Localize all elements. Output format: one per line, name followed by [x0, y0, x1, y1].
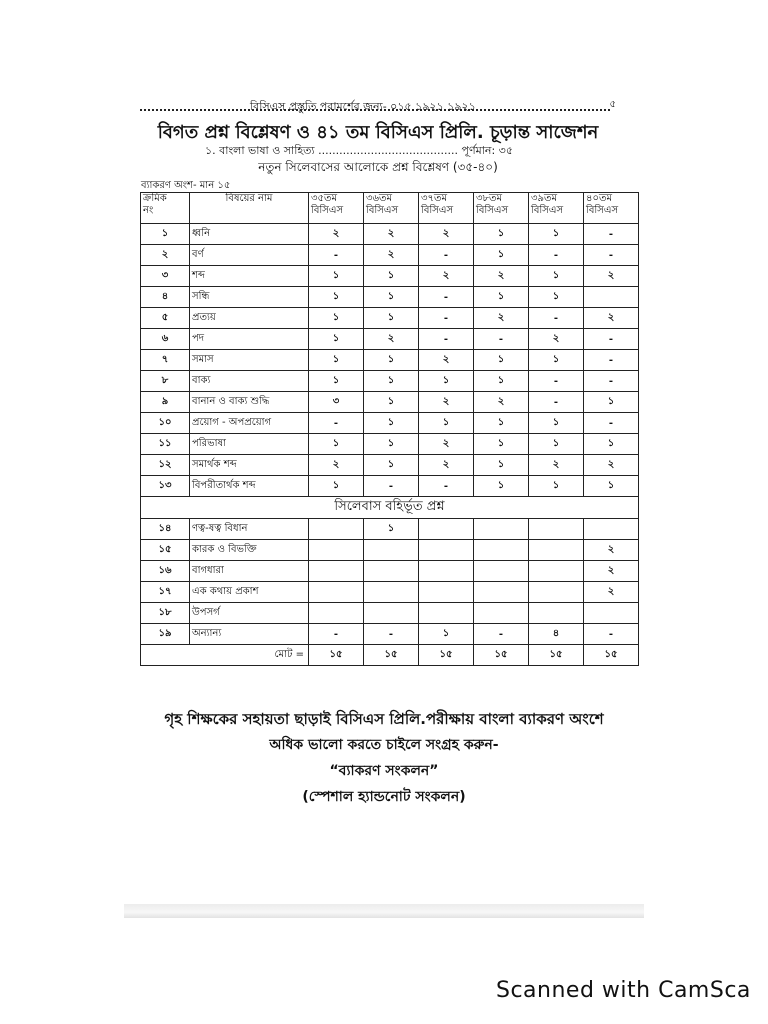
- table-row: [141, 371, 639, 392]
- header-exam-label: ৩৯তম: [531, 193, 558, 204]
- section-label: ব্যাকরণ অংশ- মান ১৫: [141, 180, 231, 191]
- count-cell: ১: [364, 308, 419, 329]
- serial-cell: ৬: [141, 329, 190, 350]
- serial-cell: ১১: [141, 434, 190, 455]
- count-cell: ১: [474, 224, 529, 245]
- count-cell: [419, 561, 474, 582]
- count-cell: -: [364, 476, 419, 497]
- count-cell: [474, 540, 529, 561]
- count-cell: ১: [474, 350, 529, 371]
- serial-cell: ১৪: [141, 519, 190, 540]
- count-cell: ১: [474, 287, 529, 308]
- count-cell: -: [529, 308, 584, 329]
- serial-cell: ১৫: [141, 540, 190, 561]
- topic-cell: এক কথায় প্রকাশ: [190, 582, 309, 603]
- table-row: [141, 582, 639, 603]
- table-row: [141, 455, 639, 476]
- header-exam-label: ৪০তম: [586, 193, 613, 204]
- serial-cell: ১০: [141, 413, 190, 434]
- serial-cell: ৮: [141, 371, 190, 392]
- count-cell: [584, 603, 639, 624]
- count-cell: [529, 582, 584, 603]
- count-cell: [584, 287, 639, 308]
- count-cell: ২: [364, 329, 419, 350]
- count-cell: ১: [474, 476, 529, 497]
- count-cell: [474, 561, 529, 582]
- topic-cell: ধ্বনি: [190, 224, 309, 245]
- topic-cell: অন্যান্য: [190, 624, 309, 645]
- count-cell: ১: [309, 308, 364, 329]
- count-cell: [419, 582, 474, 603]
- serial-cell: ১: [141, 224, 190, 245]
- out-of-syllabus-row: [141, 497, 639, 519]
- count-cell: -: [419, 287, 474, 308]
- count-cell: ১: [364, 434, 419, 455]
- topic-cell: উপসর্গ: [190, 603, 309, 624]
- topic-cell: ণত্ব-ষত্ব বিধান: [190, 519, 309, 540]
- count-cell: ২: [309, 455, 364, 476]
- topic-cell: বর্ণ: [190, 245, 309, 266]
- header-exam-35: [309, 193, 364, 224]
- count-cell: ১: [364, 392, 419, 413]
- count-cell: [309, 603, 364, 624]
- topic-cell: বিপরীতার্থক শব্দ: [190, 476, 309, 497]
- count-cell: [529, 540, 584, 561]
- count-cell: [419, 540, 474, 561]
- count-cell: ২: [364, 224, 419, 245]
- header-exam-sub: বিসিএস: [586, 205, 619, 216]
- count-cell: [529, 561, 584, 582]
- count-cell: ১: [474, 455, 529, 476]
- count-cell: ১: [364, 455, 419, 476]
- count-cell: -: [309, 245, 364, 266]
- serial-cell: ৫: [141, 308, 190, 329]
- count-cell: -: [419, 245, 474, 266]
- count-cell: ১: [529, 266, 584, 287]
- count-cell: ১: [309, 476, 364, 497]
- count-cell: ১: [419, 413, 474, 434]
- count-cell: ১: [474, 371, 529, 392]
- serial-cell: ১৭: [141, 582, 190, 603]
- serial-cell: ২: [141, 245, 190, 266]
- count-cell: ২: [419, 434, 474, 455]
- count-cell: ২: [584, 540, 639, 561]
- total-cell: ১৫: [419, 645, 474, 666]
- table-row: [141, 245, 639, 266]
- serial-cell: ৯: [141, 392, 190, 413]
- serial-cell: ১৮: [141, 603, 190, 624]
- serial-cell: ১২: [141, 455, 190, 476]
- topic-cell: প্রয়োগ - অপপ্রয়োগ: [190, 413, 309, 434]
- count-cell: ১: [529, 434, 584, 455]
- count-cell: ২: [584, 561, 639, 582]
- topic-cell: সমার্থক শব্দ: [190, 455, 309, 476]
- count-cell: ২: [529, 455, 584, 476]
- count-cell: ১: [419, 371, 474, 392]
- count-cell: -: [419, 476, 474, 497]
- count-cell: ১: [529, 413, 584, 434]
- count-cell: [529, 519, 584, 540]
- count-cell: -: [419, 329, 474, 350]
- count-cell: [309, 519, 364, 540]
- subject-dots: ........................................: [318, 144, 458, 157]
- count-cell: -: [529, 392, 584, 413]
- header-exam-38: [474, 193, 529, 224]
- table-header-row: [141, 193, 639, 224]
- count-cell: ১: [309, 287, 364, 308]
- header-exam-40: [584, 193, 639, 224]
- table-row: [141, 350, 639, 371]
- count-cell: [474, 519, 529, 540]
- count-cell: ২: [584, 266, 639, 287]
- count-cell: ১: [584, 434, 639, 455]
- serial-cell: ১৯: [141, 624, 190, 645]
- count-cell: [419, 519, 474, 540]
- table-row: [141, 287, 639, 308]
- count-cell: -: [584, 371, 639, 392]
- topic-cell: পরিভাষা: [190, 434, 309, 455]
- promo-book-title: “ব্যাকরণ সংকলন”: [329, 763, 439, 779]
- count-cell: ১: [474, 413, 529, 434]
- count-cell: -: [364, 624, 419, 645]
- serial-cell: ৭: [141, 350, 190, 371]
- count-cell: ২: [364, 245, 419, 266]
- count-cell: ২: [584, 582, 639, 603]
- promo-book-subtitle: (স্পেশাল হ্যান্ডনোট সংকলন): [302, 789, 466, 805]
- count-cell: [529, 603, 584, 624]
- table-body: [141, 224, 639, 666]
- count-cell: [309, 561, 364, 582]
- table-row: [141, 624, 639, 645]
- total-cell: ১৫: [584, 645, 639, 666]
- topic-cell: বানান ও বাক্য শুদ্ধি: [190, 392, 309, 413]
- count-cell: ৩: [309, 392, 364, 413]
- count-cell: ২: [419, 350, 474, 371]
- count-cell: ১: [364, 519, 419, 540]
- header-exam-sub: বিসিএস: [311, 205, 344, 216]
- promo-line-2: অধিক ভালো করতে চাইলে সংগ্রহ করুন-: [269, 737, 499, 753]
- header-exam-36: [364, 193, 419, 224]
- count-cell: -: [584, 350, 639, 371]
- count-cell: ১: [309, 371, 364, 392]
- table-row: [141, 266, 639, 287]
- count-cell: [419, 603, 474, 624]
- count-cell: -: [584, 245, 639, 266]
- header-topic: বিষয়ের নাম: [190, 193, 309, 224]
- topic-cell: শব্দ: [190, 266, 309, 287]
- count-cell: ১: [529, 287, 584, 308]
- page-header: [140, 96, 616, 116]
- count-cell: ১: [529, 350, 584, 371]
- count-cell: ১: [529, 224, 584, 245]
- count-cell: ১: [364, 413, 419, 434]
- topic-cell: সমাস: [190, 350, 309, 371]
- header-serial-line1: ক্রমিক: [143, 193, 167, 204]
- count-cell: ১: [309, 329, 364, 350]
- table-row: [141, 603, 639, 624]
- count-cell: ২: [584, 455, 639, 476]
- total-cell: ১৫: [529, 645, 584, 666]
- header-exam-sub: বিসিএস: [531, 205, 564, 216]
- subject-name: ১. বাংলা ভাষা ও সাহিত্য: [205, 144, 315, 157]
- header-exam-label: ৩৭তম: [421, 193, 448, 204]
- total-cell: ১৫: [364, 645, 419, 666]
- count-cell: ১: [309, 350, 364, 371]
- header-exam-label: ৩৮তম: [476, 193, 503, 204]
- count-cell: ১: [364, 287, 419, 308]
- header-exam-label: ৩৬তম: [366, 193, 393, 204]
- header-dotted-rule: [140, 109, 610, 111]
- table-row: [141, 224, 639, 245]
- count-cell: [364, 540, 419, 561]
- header-exam-sub: বিসিএস: [366, 205, 399, 216]
- count-cell: [309, 540, 364, 561]
- table-row: [141, 476, 639, 497]
- table-row: [141, 329, 639, 350]
- count-cell: -: [584, 624, 639, 645]
- page-bottom-edge: [124, 904, 644, 918]
- count-cell: ১: [364, 371, 419, 392]
- count-cell: ১: [474, 434, 529, 455]
- table-row: [141, 392, 639, 413]
- page-number: ৫: [609, 99, 616, 110]
- count-cell: ১: [419, 624, 474, 645]
- header-exam-label: ৩৫তম: [311, 193, 338, 204]
- serial-cell: ৪: [141, 287, 190, 308]
- count-cell: [364, 561, 419, 582]
- header-exam-39: [529, 193, 584, 224]
- count-cell: -: [584, 329, 639, 350]
- header-serial: [141, 193, 190, 224]
- total-label: মোট =: [141, 645, 309, 666]
- header-serial-line2: নং: [143, 205, 154, 216]
- count-cell: ২: [474, 392, 529, 413]
- count-cell: -: [529, 371, 584, 392]
- table-row: [141, 519, 639, 540]
- count-cell: ২: [529, 329, 584, 350]
- out-of-syllabus-label: সিলেবাস বহির্ভূত প্রশ্ন: [141, 497, 639, 519]
- count-cell: [309, 582, 364, 603]
- total-cell: ১৫: [309, 645, 364, 666]
- topic-cell: কারক ও বিভক্তি: [190, 540, 309, 561]
- count-cell: ১: [529, 476, 584, 497]
- count-cell: -: [474, 329, 529, 350]
- count-cell: -: [419, 308, 474, 329]
- total-cell: ১৫: [474, 645, 529, 666]
- question-analysis-table: [140, 192, 639, 666]
- topic-cell: সন্ধি: [190, 287, 309, 308]
- subject-full-marks: পূর্ণমান: ৩৫: [461, 144, 513, 157]
- count-cell: -: [309, 413, 364, 434]
- count-cell: ১: [584, 476, 639, 497]
- topic-cell: বাক্য: [190, 371, 309, 392]
- count-cell: ১: [474, 245, 529, 266]
- serial-cell: ৩: [141, 266, 190, 287]
- header-contact-text: বিসিএস প্রস্তুতি পরামর্শের জন্য- ০১৫ ১৯২১ ১৯২১: [250, 100, 476, 113]
- serial-cell: ১৩: [141, 476, 190, 497]
- count-cell: [364, 582, 419, 603]
- count-cell: [474, 582, 529, 603]
- count-cell: ২: [419, 392, 474, 413]
- page-title: বিগত প্রশ্ন বিশ্লেষণ ও ৪১ তম বিসিএস প্রিলি. চূড়ান্ত সাজেশন: [157, 122, 599, 143]
- count-cell: -: [529, 245, 584, 266]
- header-exam-sub: বিসিএস: [421, 205, 454, 216]
- count-cell: ২: [309, 224, 364, 245]
- count-cell: [584, 519, 639, 540]
- count-cell: ২: [474, 266, 529, 287]
- count-cell: ১: [584, 392, 639, 413]
- table-row: [141, 434, 639, 455]
- count-cell: ১: [309, 434, 364, 455]
- count-cell: [364, 603, 419, 624]
- count-cell: ১: [364, 266, 419, 287]
- promo-line-1: গৃহ শিক্ষকের সহায়তা ছাড়াই বিসিএস প্রিলি.পরীক্ষায় বাংলা ব্যাকরণ অংশে: [164, 710, 604, 728]
- count-cell: ৪: [529, 624, 584, 645]
- table-row: [141, 413, 639, 434]
- table-row: [141, 540, 639, 561]
- header-exam-sub: বিসিএস: [476, 205, 509, 216]
- table-row: [141, 561, 639, 582]
- count-cell: [474, 603, 529, 624]
- count-cell: -: [584, 413, 639, 434]
- topic-cell: প্রত্যয়: [190, 308, 309, 329]
- total-row: [141, 645, 639, 666]
- count-cell: ২: [419, 224, 474, 245]
- count-cell: ২: [474, 308, 529, 329]
- count-cell: ২: [584, 308, 639, 329]
- topic-cell: বাগধারা: [190, 561, 309, 582]
- count-cell: -: [584, 224, 639, 245]
- promo-block: [124, 706, 644, 810]
- count-cell: -: [474, 624, 529, 645]
- table-row: [141, 308, 639, 329]
- count-cell: ২: [419, 266, 474, 287]
- header-exam-37: [419, 193, 474, 224]
- topic-cell: পদ: [190, 329, 309, 350]
- count-cell: ২: [419, 455, 474, 476]
- count-cell: ১: [364, 350, 419, 371]
- scan-watermark: Scanned with CamSca: [496, 978, 751, 1003]
- serial-cell: ১৬: [141, 561, 190, 582]
- analysis-subtitle: নতুন সিলেবাসের আলোকে প্রশ্ন বিশ্লেষণ (৩৫-৪০): [258, 160, 498, 174]
- count-cell: -: [309, 624, 364, 645]
- count-cell: ১: [309, 266, 364, 287]
